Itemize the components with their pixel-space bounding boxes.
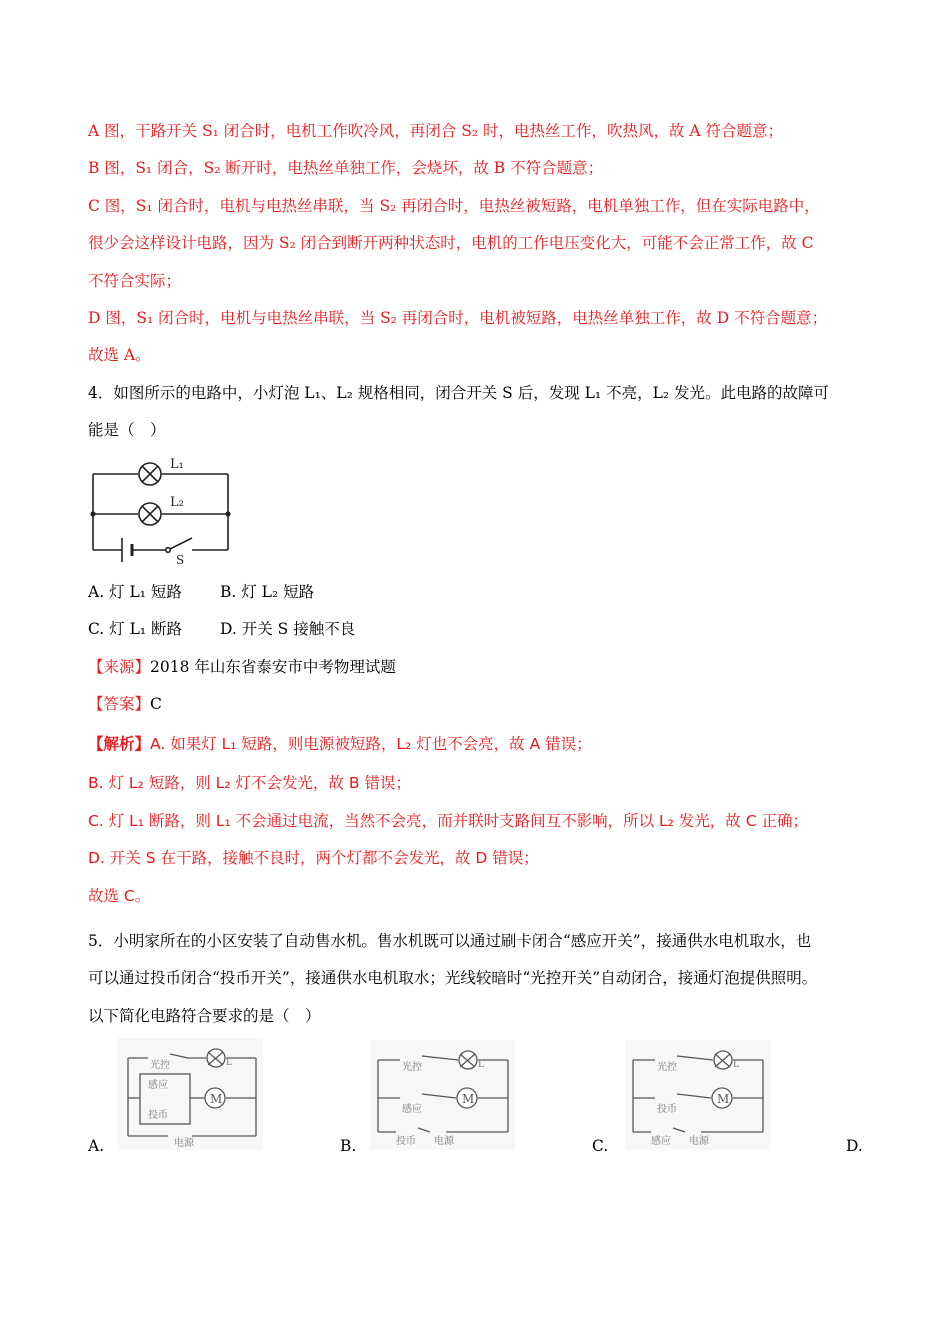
answer-text: C	[150, 695, 162, 713]
q4-analysis-b: B. 灯 L₂ 短路，则 L₂ 灯不会发光，故 B 错误；	[88, 774, 411, 792]
q5-option-a[interactable]: A.	[88, 1137, 105, 1155]
q4-answer	[88, 693, 162, 715]
answer-tag: 【答案】	[88, 695, 151, 713]
analysis-a-text: A. 如果灯 L₁ 短路，则电源被短路，L₂ 灯也不会亮，故 A 错误；	[150, 735, 592, 753]
q4-option-d[interactable]: D. 开关 S 接触不良	[220, 620, 356, 638]
q4-option-b[interactable]: B. 灯 L₂ 短路	[220, 583, 315, 601]
q4-option-c[interactable]: C. 灯 L₁ 断路	[88, 620, 183, 638]
motor-label: M	[462, 1092, 475, 1106]
q4-analysis-a	[88, 733, 592, 755]
q4-option-a[interactable]: A. 灯 L₁ 短路	[88, 583, 182, 601]
analysis-d-line: D 图，S₁ 闭合时，电机与电热丝串联，当 S₂ 再闭合时，电机被短路，电热丝单独工作，故 D 不符合题意；	[88, 309, 828, 327]
coin-label: 投币	[148, 1110, 168, 1121]
source-tag: 【来源】	[88, 658, 151, 676]
sense-label: 感应	[651, 1136, 671, 1147]
light-ctrl-label: 光控	[402, 1062, 422, 1073]
q5-circuit-a	[118, 1038, 263, 1150]
lamp-l1-icon	[139, 463, 161, 485]
light-ctrl-label: 光控	[150, 1060, 170, 1071]
analysis-a-line: A 图，干路开关 S₁ 闭合时，电机工作吹冷风，再闭合 S₂ 时，电热丝工作，吹热风，故 A 符合题意；	[88, 122, 784, 140]
q5-circuit-b	[370, 1040, 515, 1150]
analysis-tag: 【解析】	[88, 735, 151, 753]
switch-s-icon	[166, 538, 192, 552]
q5-stem-line-3: 以下简化电路符合要求的是（ ）	[88, 1007, 321, 1025]
sense-label: 感应	[148, 1080, 168, 1091]
q5-stem-line-1: 5．小明家所在的小区安装了自动售水机。售水机既可以通过刷卡闭合“感应开关”，接通供水电机取水，也	[88, 932, 812, 950]
q5-option-c[interactable]: C.	[592, 1137, 609, 1155]
q4-stem-line-2: 能是（ ）	[88, 421, 166, 439]
label-l2: L₂	[170, 495, 184, 510]
motor-label: M	[210, 1092, 223, 1106]
analysis-c-line-3: 不符合实际；	[88, 272, 182, 290]
lamp-label: L	[226, 1058, 232, 1068]
battery-icon	[122, 538, 132, 562]
coin-label: 投币	[657, 1104, 677, 1115]
q4-circuit-diagram	[88, 454, 238, 566]
q4-stem-line-1: 4．如图所示的电路中，小灯泡 L₁、L₂ 规格相同，闭合开关 S 后，发现 L₁ 不亮，L₂ 发光。此电路的故障可	[88, 384, 829, 402]
analysis-c-line-2: 很少会这样设计电路，因为 S₂ 闭合到断开两种状态时，电机的工作电压变化大，可能不会正常工作，故 C	[88, 234, 814, 252]
q5-stem-line-2: 可以通过投币闭合“投币开关”，接通供水电机取水；光线较暗时“光控开关”自动闭合，接通灯泡提供照明。	[88, 969, 818, 987]
junction-dot	[90, 511, 95, 516]
power-label: 电源	[174, 1138, 194, 1149]
junction-dot	[225, 511, 230, 516]
power-label: 电源	[689, 1136, 709, 1147]
label-s: S	[176, 553, 185, 566]
lamp-label: L	[733, 1060, 739, 1070]
lamp-label: L	[478, 1060, 484, 1070]
sense-label: 感应	[402, 1104, 422, 1115]
lamp-l2-icon	[139, 503, 161, 525]
analysis-c-line-1: C 图，S₁ 闭合时，电机与电热丝串联，当 S₂ 再闭合时，电热丝被短路，电机单独工作，但在实际电路中，	[88, 197, 820, 215]
q4-analysis-c: C. 灯 L₁ 断路，则 L₁ 不会通过电流，当然不会亮，而并联时支路间互不影响，所以 L₂ 发光，故 C 正确；	[88, 812, 808, 830]
q5-option-b[interactable]: B.	[340, 1137, 357, 1155]
q4-source	[88, 656, 396, 678]
light-ctrl-label: 光控	[657, 1062, 677, 1073]
power-label: 电源	[434, 1136, 454, 1147]
q4-analysis-conclusion: 故选 C。	[88, 887, 151, 905]
q5-option-d[interactable]: D.	[846, 1137, 863, 1155]
analysis-conclusion: 故选 A。	[88, 346, 151, 364]
source-text: 2018 年山东省泰安市中考物理试题	[150, 658, 396, 676]
q4-analysis-d: D. 开关 S 在干路，接触不良时，两个灯都不会发光，故 D 错误；	[88, 849, 539, 867]
motor-label: M	[717, 1092, 730, 1106]
analysis-b-line: B 图，S₁ 闭合，S₂ 断开时，电热丝单独工作，会烧坏，故 B 不符合题意；	[88, 159, 604, 177]
label-l1: L₁	[170, 457, 184, 472]
coin-label: 投币	[396, 1136, 416, 1147]
q5-circuit-c	[625, 1040, 770, 1150]
